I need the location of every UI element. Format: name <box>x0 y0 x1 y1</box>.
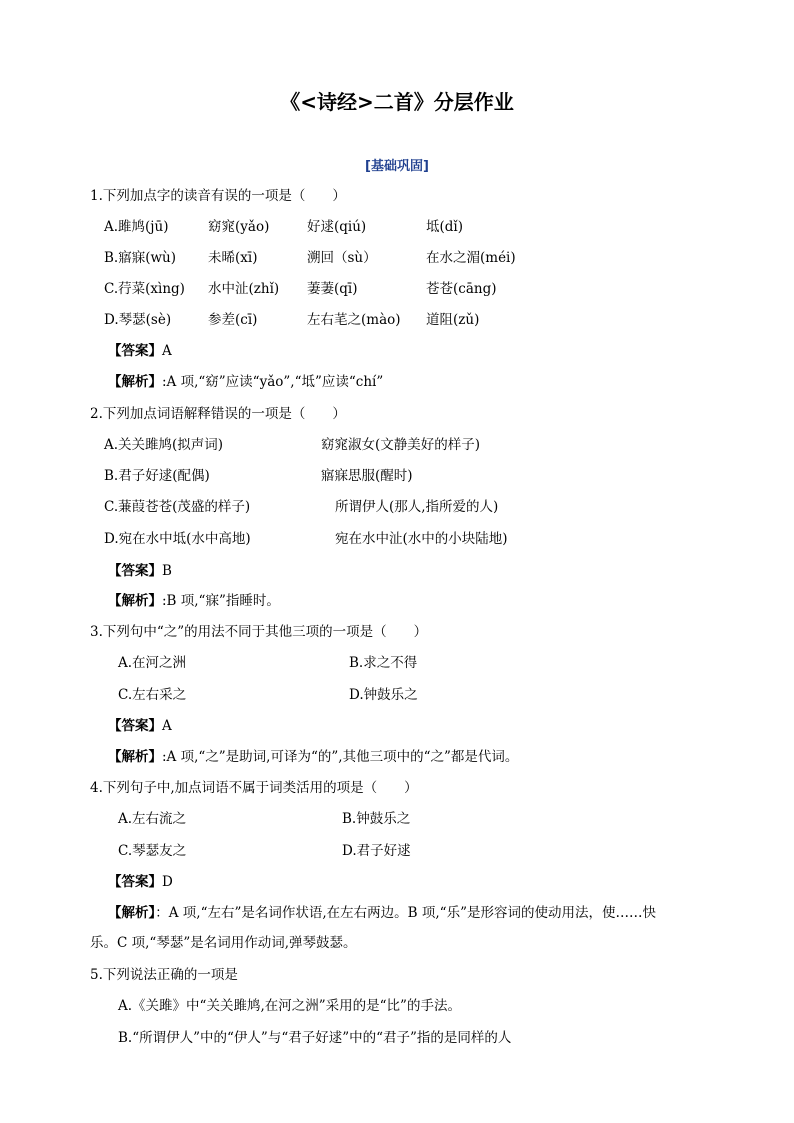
answer-value: A <box>162 343 172 359</box>
q4-option: B.钟鼓乐之 <box>342 811 411 827</box>
q5-option: A.《关雎》中“关关雎鸠,在河之洲”采用的是“比”的手法。 <box>118 998 461 1014</box>
q3-option: C.左右采之 <box>118 687 187 703</box>
q1-option: D.琴瑟(sè) <box>104 312 172 328</box>
answer-value: A <box>162 718 172 734</box>
answer-value: B <box>162 563 172 579</box>
analysis-label: 【解析】 <box>108 374 162 390</box>
q2-option: B.君子好逑(配偶) <box>104 468 210 484</box>
analysis-text: :A 项,“之”是助词,可译为“的”,其他三项中的“之”都是代词。 <box>162 749 519 765</box>
q1-option: C.荇菜(xìng) <box>104 281 185 297</box>
answer-value: D <box>162 874 173 890</box>
q1-option: 水中沚(zhǐ) <box>208 281 280 297</box>
q2-option: A.关关雎鸠(拟声词) <box>104 437 224 453</box>
q2-option: 所谓伊人(那人,指所爱的人) <box>335 499 499 515</box>
q2-option: D.宛在水中坻(水中高地) <box>104 531 251 547</box>
q1-option: 道阻(zǔ) <box>426 312 480 328</box>
q2-option: 宛在水中沚(水中的小块陆地) <box>335 531 508 547</box>
q1-option: A.雎鸠(jū) <box>104 219 169 235</box>
q1-option: 窈窕(yǎo) <box>208 219 270 235</box>
q1-option: B.寤寐(wù) <box>104 250 176 266</box>
q4-answer <box>108 873 173 891</box>
analysis-text: ：A 项,“左右”是名词作状语,在左右两边。B 项,“乐”是形容词的使动用法，使……快 <box>155 905 656 921</box>
q3-option: A.在河之洲 <box>118 655 187 671</box>
q1-answer <box>108 342 172 360</box>
q2-option: C.蒹葭苍苍(茂盛的样子) <box>104 499 251 515</box>
q1-option: 好逑(qiú) <box>307 219 367 235</box>
q1-option: 参差(cī) <box>208 312 258 328</box>
q3-option: D.钟鼓乐之 <box>349 687 418 703</box>
q1-option: 坻(dǐ) <box>426 219 463 235</box>
q1-option: 溯回（sù） <box>307 250 377 266</box>
question-3-stem: 3.下列句中“之”的用法不同于其他三项的一项是（ ） <box>90 624 428 640</box>
q4-option: D.君子好逑 <box>342 843 411 859</box>
q4-analysis-continued: 乐。C 项,“琴瑟”是名词用作动词,弹琴鼓瑟。 <box>90 935 357 951</box>
q5-option: B.“所谓伊人”中的“伊人”与“君子好逑”中的“君子”指的是同样的人 <box>118 1030 512 1046</box>
q4-option: C.琴瑟友之 <box>118 843 187 859</box>
q1-option: 萋萋(qī) <box>307 281 358 297</box>
analysis-text: :A 项,“窈”应读“yǎo”,“坻”应读“chí” <box>162 374 384 390</box>
question-4-stem: 4.下列句子中,加点词语不属于词类活用的项是（ ） <box>90 780 418 796</box>
answer-label: 【答案】 <box>108 563 162 579</box>
analysis-label: 【解析】 <box>108 905 156 921</box>
q3-analysis <box>108 748 518 766</box>
question-5-stem: 5.下列说法正确的一项是 <box>90 967 238 983</box>
answer-label: 【答案】 <box>108 718 162 734</box>
q1-option: 未晞(xī) <box>208 250 258 266</box>
q3-option: B.求之不得 <box>349 655 418 671</box>
q3-answer <box>108 717 172 735</box>
analysis-label: 【解析】 <box>108 593 162 609</box>
q1-option: 苍苍(cāng) <box>426 281 497 297</box>
q2-analysis <box>108 592 280 610</box>
q1-option: 左右芼之(mào) <box>307 312 401 328</box>
q2-answer <box>108 562 172 580</box>
q1-option: 在水之湄(méi) <box>426 250 516 266</box>
q4-analysis <box>108 904 656 922</box>
question-2-stem: 2.下列加点词语解释错误的一项是（ ） <box>90 406 346 422</box>
question-1-stem: 1.下列加点字的读音有误的一项是（ ） <box>90 188 346 204</box>
q2-option: 寤寐思服(醒时) <box>321 468 413 484</box>
q4-option: A.左右流之 <box>118 811 187 827</box>
q1-analysis <box>108 373 383 391</box>
answer-label: 【答案】 <box>108 874 162 890</box>
q2-option: 窈窕淑女(文静美好的样子) <box>321 437 481 453</box>
page-title: 《<诗经>二首》分层作业 <box>280 90 514 114</box>
analysis-label: 【解析】 <box>108 749 162 765</box>
answer-label: 【答案】 <box>108 343 162 359</box>
section-heading: [基础巩固] <box>365 159 429 174</box>
analysis-text: :B 项,“寐”指睡时。 <box>162 593 280 609</box>
